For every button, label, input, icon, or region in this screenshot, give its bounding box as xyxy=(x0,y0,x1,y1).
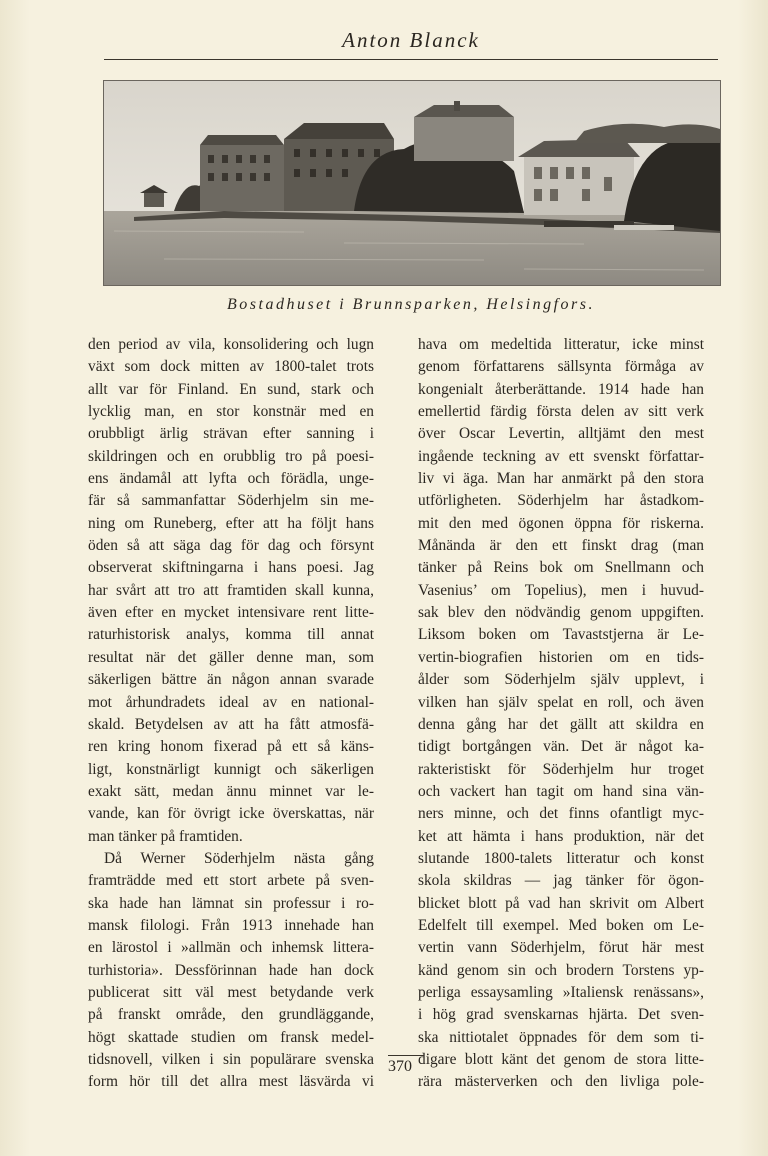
text-line: tidigt bortgången vän. Det är något ka- xyxy=(418,738,704,756)
text-line: känd genom sin och brodern Torstens yp- xyxy=(418,961,704,979)
text-line: i hög grad svenskarnas hjärta. Det sven- xyxy=(418,1006,704,1024)
text-line: emellertid färdig första delen av sitt verk xyxy=(418,403,704,421)
text-line: digare blott känt det genom de stora litte- xyxy=(418,1051,704,1068)
text-line: skildringen och en orubblig tro på poesi- xyxy=(88,447,374,465)
text-line: mansk filologi. Från 1913 innehade han xyxy=(88,916,374,934)
text-line: lycklig man, en stor konstnär med en xyxy=(88,403,374,421)
text-line: framträdde med ett stort arbete på sven- xyxy=(88,872,374,890)
text-line: ligt, konstnärligt kunnigt och säkerligen xyxy=(88,760,374,778)
text-line: allt var för Finland. En sund, stark och xyxy=(88,380,374,398)
text-line: vande, kan för övrigt icke överskattas, när xyxy=(88,805,374,823)
page-number: 370 xyxy=(388,1058,412,1075)
text-line: vilken han själv spelat en roll, och även xyxy=(418,693,704,711)
text-line: mit den med ögonen öppna för riskerna. xyxy=(418,514,704,532)
text-line: ska hade han lämnat sin professur i ro- xyxy=(88,894,374,912)
text-line: orubbligt ärlig strävan efter sanning i xyxy=(88,425,374,443)
text-line: sak blev den nödvändig genom uppgiften. xyxy=(418,604,704,622)
text-line: perliga essaysamling »Italiensk renässans», xyxy=(418,983,704,1001)
text-line: fär så sammanfattar Söderhjelm sin me- xyxy=(88,492,374,510)
text-line: man tänker på framtiden. xyxy=(88,827,243,845)
text-line: denna gång har det gällt att skildra en xyxy=(418,715,704,733)
text-line: liv vi äga. Man har anmärkt på den stora xyxy=(418,470,704,488)
text-line: form hör till det allra mest läsvärda vi xyxy=(88,1073,374,1091)
text-line: den period av vila, konsolidering och lugn xyxy=(88,336,374,353)
text-line: ska nittiotalet öppnades för dem som ti- xyxy=(418,1028,704,1046)
text-line: genom författarens sällsynta förmåga av xyxy=(418,358,704,376)
text-line: högt skattade studien om fransk medel- xyxy=(88,1028,374,1046)
text-line: växt som dock mitten av 1800-talet trots xyxy=(88,358,374,376)
text-line: blicket blott på vad han skrivit om Albert xyxy=(418,894,704,912)
text-line: resultat när det gäller denne man, som xyxy=(88,648,374,666)
text-line: skola skildras — jag tänker för ögon- xyxy=(418,872,704,890)
text-line: publicerat sitt väl mest betydande verk xyxy=(88,983,374,1001)
text-line: rära mästerverken och den livliga pole- xyxy=(418,1073,704,1091)
text-line: observerat skiftningarna i hans poesi. Jag xyxy=(88,559,374,577)
text-line: exakt sätt, medan ännu minnet var le- xyxy=(88,782,374,800)
text-line: tänker på Reins bok om Snellmann och xyxy=(418,559,704,577)
text-line: Vasenius’ om Topelius), men i huvud- xyxy=(418,581,704,599)
text-line: tidsnovell, vilken i sin populärare svenska xyxy=(88,1051,374,1068)
photograph xyxy=(103,80,721,286)
text-line: ning om Runeberg, efter att ha följt hans xyxy=(88,514,374,532)
text-line: skald. Betydelsen av att ha fått atmosfä- xyxy=(88,715,374,733)
text-line: ket att hämta i hans produktion, när det xyxy=(418,827,704,845)
text-line: Liksom boken om Tavaststjerna är Le- xyxy=(418,626,704,644)
text-line: mot århundradets ideal av en national- xyxy=(88,693,374,711)
text-line: ens ändamål att lyfta och förädla, unge- xyxy=(88,470,374,488)
text-line: säkerligen bättre än någon annan svarade xyxy=(88,671,374,689)
text-line: ingående teckning av ett svenskt författar- xyxy=(418,447,704,465)
left-text-column xyxy=(88,334,374,1094)
text-line: vertin-biografien historien om en tids- xyxy=(418,648,704,666)
text-line: ren kring honom fixerad på ett så käns- xyxy=(88,738,374,756)
text-line: turhistoria». Dessförinnan hade han dock xyxy=(88,961,374,979)
text-line: en lärostol i »allmän och inhemsk littera- xyxy=(88,939,374,957)
text-line: ålder som Söderhjelm själv upplevt, i xyxy=(418,671,704,689)
text-line: ners minne, och det finns ofantligt myc- xyxy=(418,805,704,823)
text-line: utförligheten. Söderhjelm har åstadkom- xyxy=(418,492,704,510)
text-line: öden så att säga dag för dag och försynt xyxy=(88,537,374,555)
text-line: och vackert han tagit om hand sina vän- xyxy=(418,782,704,800)
photo-caption: Bostadhuset i Brunnsparken, Helsingfors. xyxy=(227,296,595,313)
text-line: kongenialt återberättande. 1914 hade han xyxy=(418,380,704,398)
folio-rule xyxy=(388,1055,424,1056)
running-head: Anton Blanck xyxy=(342,28,480,52)
right-text-column xyxy=(418,334,704,1094)
photograph-lakeside-buildings-icon xyxy=(104,81,720,285)
text-line: Månända är den ett finskt drag (man xyxy=(418,537,704,555)
text-line: raturhistorisk analys, komma till annat xyxy=(88,626,374,644)
text-line: Då Werner Söderhjelm nästa gång xyxy=(104,849,374,867)
text-line: vertin vann Söderhjelm, förut här mest xyxy=(418,939,704,957)
text-line: Edelfelt till exempel. Med boken om Le- xyxy=(418,916,704,934)
text-line: har svårt att tro att framtiden skall kunna, xyxy=(88,581,374,599)
text-line: över Oscar Levertin, alltjämt den mest xyxy=(418,425,704,443)
text-line: även efter en mycket intensivare rent litte- xyxy=(88,604,374,622)
text-line: rakteristiskt för Söderhjelm hur troget xyxy=(418,760,704,778)
text-line: hava om medeltida litteratur, icke minst xyxy=(418,336,704,353)
header-rule xyxy=(104,59,718,60)
text-line: slutande 1800-talets litteratur och konst xyxy=(418,849,704,867)
text-line: på franskt område, den grundläggande, xyxy=(88,1006,374,1024)
